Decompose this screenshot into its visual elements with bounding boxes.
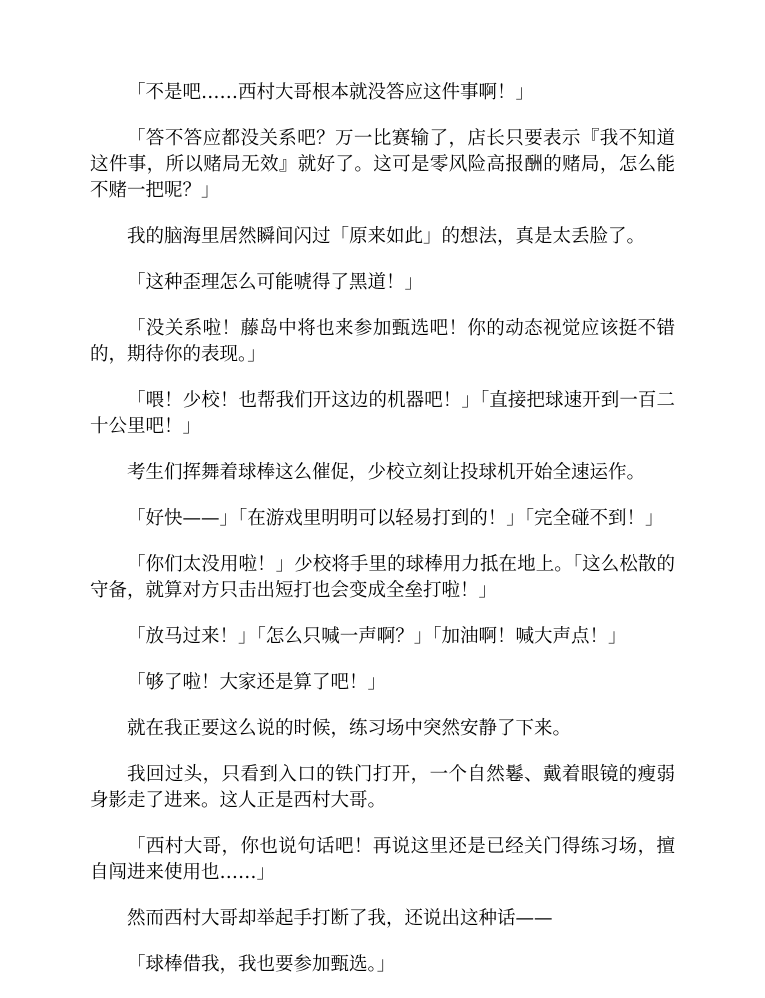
- paragraph: 「好快——」「在游戏里明明可以轻易打到的！」「完全碰不到！」: [127, 508, 664, 529]
- paragraph: 我回过头，只看到入口的铁门打开，一个自然鬈、戴着眼镜的瘦弱身影走了进来。这人正是西村大哥。: [90, 764, 675, 811]
- novel-page: [90, 80, 675, 998]
- paragraph: 「喂！少校！也帮我们开这边的机器吧！」「直接把球速开到一百二十公里吧！」: [90, 390, 675, 437]
- paragraph: 「球棒借我，我也要参加甄选。」: [127, 954, 396, 975]
- paragraph: 「放马过来！」「怎么只喊一声啊？」「加油啊！喊大声点！」: [127, 626, 627, 647]
- paragraph: 「这种歪理怎么可能唬得了黑道！」: [127, 272, 424, 293]
- paragraph: 考生们挥舞着球棒这么催促，少校立刻让投球机开始全速运作。: [127, 462, 646, 483]
- paragraph: 我的脑海里居然瞬间闪过「原来如此」的想法，真是太丢脸了。: [127, 226, 646, 247]
- paragraph: 「你们太没用啦！」少校将手里的球棒用力抵在地上。「这么松散的守备，就算对方只击出短打也会变成全垒打啦！」: [90, 554, 675, 601]
- paragraph: 「没关系啦！藤岛中将也来参加甄选吧！你的动态视觉应该挺不错的，期待你的表现。」: [90, 318, 675, 365]
- paragraph: 然而西村大哥却举起手打断了我，还说出这种话——: [127, 908, 553, 929]
- paragraph: 「够了啦！大家还是算了吧！」: [127, 672, 387, 693]
- paragraph: 「答不答应都没关系吧？万一比赛输了，店长只要表示『我不知道这件事，所以赌局无效』就好了。这可是零风险高报酬的赌局，怎么能不赌一把呢？」: [90, 128, 675, 201]
- paragraph: 就在我正要这么说的时候，练习场中突然安静了下来。: [127, 718, 572, 739]
- paragraph: 「不是吧……西村大哥根本就没答应这件事啊！」: [127, 82, 535, 103]
- paragraph: 「西村大哥，你也说句话吧！再说这里还是已经关门得练习场，擅自闯进来使用也……」: [90, 836, 675, 883]
